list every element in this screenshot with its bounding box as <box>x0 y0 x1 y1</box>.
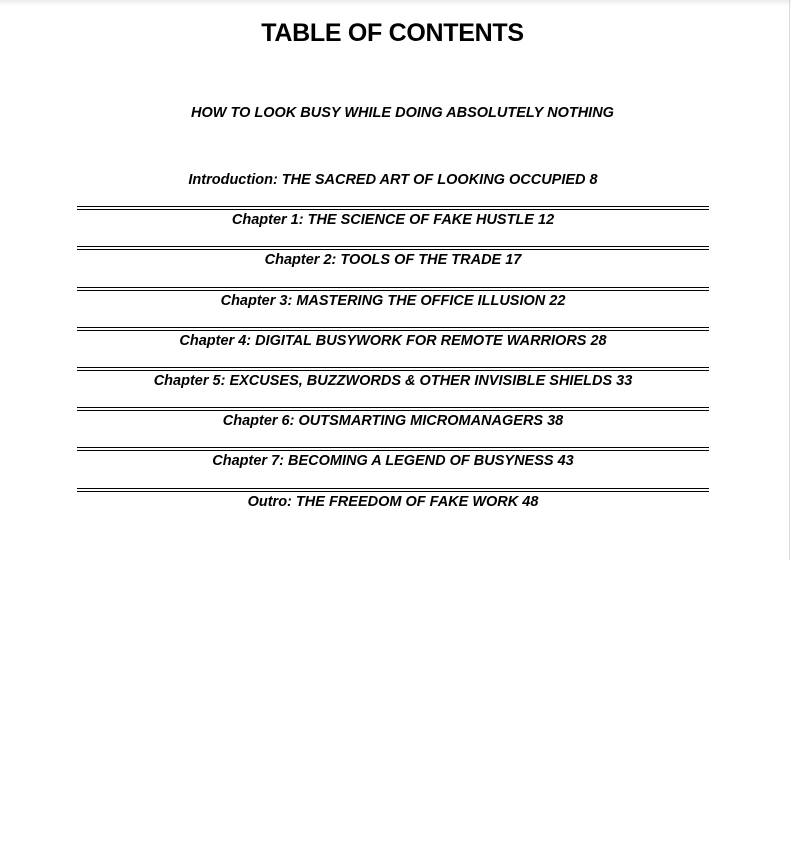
toc-entry-label: Outro: THE FREEDOM OF FAKE WORK 48 <box>247 493 539 510</box>
page-top-shadow <box>0 0 791 6</box>
toc-entry-label: Chapter 4: DIGITAL BUSYWORK FOR REMOTE WARRIORS 28 <box>179 332 607 349</box>
toc-entry-label: Chapter 3: MASTERING THE OFFICE ILLUSION 22 <box>220 292 566 309</box>
toc-entry-outro <box>77 492 709 532</box>
toc-entry-chapter-2 <box>77 250 709 290</box>
toc-list <box>77 170 709 532</box>
toc-entry-label: Chapter 6: OUTSMARTING MICROMANAGERS 38 <box>222 413 564 430</box>
toc-entry-label: Chapter 5: EXCUSES, BUZZWORDS & OTHER INVISIBLE SHIELDS 33 <box>153 372 633 389</box>
toc-entry-label: Chapter 1: THE SCIENCE OF FAKE HUSTLE 12 <box>231 212 555 229</box>
toc-entry-label: Chapter 2: TOOLS OF THE TRADE 17 <box>264 252 522 269</box>
toc-entry-chapter-6 <box>77 411 709 451</box>
toc-entry-introduction <box>77 170 709 210</box>
toc-heading: TABLE OF CONTENTS <box>261 19 524 47</box>
page-right-edge <box>789 0 790 560</box>
toc-entry-label: Chapter 7: BECOMING A LEGEND OF BUSYNESS 43 <box>212 453 574 470</box>
toc-entry-chapter-7 <box>77 451 709 491</box>
book-title: HOW TO LOOK BUSY WHILE DOING ABSOLUTELY NOTHING <box>191 105 614 121</box>
toc-entry-chapter-4 <box>77 331 709 371</box>
toc-entry-label: Introduction: THE SACRED ART OF LOOKING OCCUPIED 8 <box>188 172 598 188</box>
toc-entry-chapter-3 <box>77 291 709 331</box>
toc-entry-chapter-5 <box>77 371 709 411</box>
toc-entry-chapter-1 <box>77 210 709 250</box>
